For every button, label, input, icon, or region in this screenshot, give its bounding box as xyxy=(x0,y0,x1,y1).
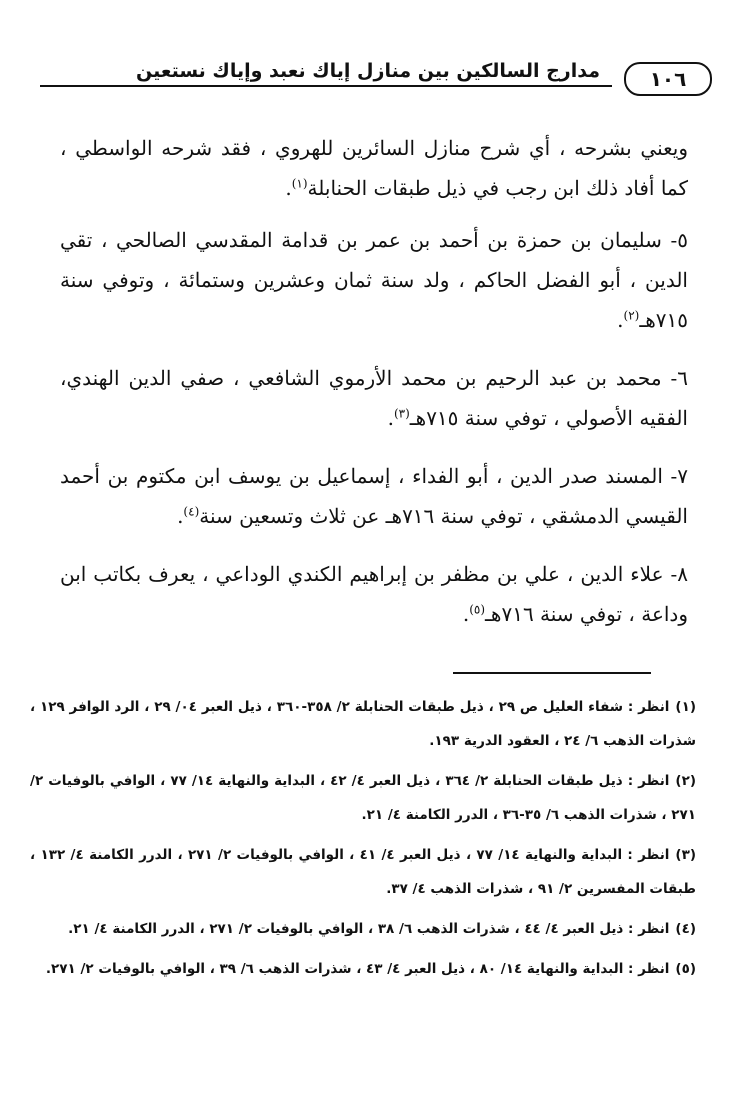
entry-end: . xyxy=(177,504,184,528)
footnote-text: انظر : ذيل طبقات الحنابلة ٢/ ٣٦٤ ، ذيل العبر ٤/ ٤٢ ، البداية والنهاية ١٤/ ٧٧ ، الوافي بالوفيات ٢/ ٢٧١ ، شذرات الذهب ٦/ ٣٥-٣٦ ، الدرر الكامنة ٤/ ٢١. xyxy=(30,773,696,823)
footnote-separator xyxy=(453,672,651,674)
running-title: مدارج السالكين بين منازل إياك نعبد وإياك نستعين xyxy=(136,60,600,82)
footnote-2 xyxy=(30,764,696,832)
header-rule xyxy=(40,85,612,87)
entry-text: ٧- المسند صدر الدين ، أبو الفداء ، إسماعيل بن يوسف ابن مكتوم بن أحمد القيسي الدمشقي ، توفي سنة ٧١٦هـ عن ثلاث وتسعين سنة xyxy=(60,464,688,528)
entry-text: ٦- محمد بن عبد الرحيم بن محمد الأرموي الشافعي ، صفي الدين الهندي، الفقيه الأصولي ، توفي سنة ٧١٥هـ xyxy=(60,366,688,430)
footnote-ref-3: (٣) xyxy=(393,406,410,421)
entry-6 xyxy=(60,358,688,438)
entry-end: . xyxy=(387,406,394,430)
footnote-3 xyxy=(30,838,696,906)
intro-end: . xyxy=(285,176,292,200)
entry-end: . xyxy=(462,602,470,626)
main-text xyxy=(60,128,688,652)
footnote-1 xyxy=(30,690,696,758)
footnote-text: انظر : شفاء العليل ص ٢٩ ، ذيل طبقات الحنابلة ٢/ ٣٥٨-٣٦٠ ، ذيل العبر ٠٤/ ٢٩ ، الرد الوافر ١٢٩ ، شذرات الذهب ٦/ ٢٤ ، العقود الدرية ١٩٣. xyxy=(30,699,696,749)
page-header xyxy=(40,48,712,100)
intro-paragraph xyxy=(60,128,688,208)
footnote-ref-5: (٥) xyxy=(469,602,486,617)
footnote-number: (٤) xyxy=(675,921,696,937)
entry-8 xyxy=(60,554,688,634)
footnote-number: (٢) xyxy=(675,773,696,789)
footnote-ref-1: (١) xyxy=(291,176,308,191)
footnote-ref-2: (٢) xyxy=(623,308,640,323)
entry-text: ٨- علاء الدين ، علي بن مظفر بن إبراهيم الكندي الوداعي ، يعرف بكاتب ابن وداعة ، توفي سنة ٧١٦هـ xyxy=(60,562,688,626)
footnote-text: انظر : ذيل العبر ٤/ ٤٤ ، شذرات الذهب ٦/ ٣٨ ، الوافي بالوفيات ٢/ ٢٧١ ، الدرر الكامنة ٤/ ٢١. xyxy=(68,921,670,937)
entry-end: . xyxy=(617,308,624,332)
footnote-number: (٥) xyxy=(675,961,696,977)
entry-5 xyxy=(60,220,688,340)
entry-7 xyxy=(60,456,688,536)
footnote-4 xyxy=(30,912,696,946)
footnote-number: (١) xyxy=(675,699,696,715)
footnote-5 xyxy=(30,952,696,986)
entry-text: ٥- سليمان بن حمزة بن أحمد بن عمر بن قدامة المقدسي الصالحي ، تقي الدين ، أبو الفضل الحاكم ، ولد سنة ثمان وعشرين وستمائة ، وتوفي سنة ٧١٥هـ xyxy=(60,228,688,332)
footnote-number: (٣) xyxy=(675,847,696,863)
footnote-text: انظر : البداية والنهاية ١٤/ ٧٧ ، ذيل العبر ٤/ ٤١ ، الوافي بالوفيات ٢/ ٢٧١ ، الدرر الكامنة ٤/ ١٣٢ ، طبقات المفسرين ٢/ ٩١ ، شذرات الذهب ٤/ ٣٧. xyxy=(30,847,696,897)
page-number: ١٠٦ xyxy=(624,62,712,96)
footnotes xyxy=(30,690,696,992)
footnote-ref-4: (٤) xyxy=(183,504,200,519)
footnote-text: انظر : البداية والنهاية ١٤/ ٨٠ ، ذيل العبر ٤/ ٤٣ ، شذرات الذهب ٦/ ٣٩ ، الوافي بالوفيات ٢/ ٢٧١. xyxy=(45,961,670,977)
intro-text: ويعني بشرحه ، أي شرح منازل السائرين للهروي ، فقد شرحه الواسطي ، كما أفاد ذلك ابن رجب في ذيل طبقات الحنابلة xyxy=(60,136,688,200)
